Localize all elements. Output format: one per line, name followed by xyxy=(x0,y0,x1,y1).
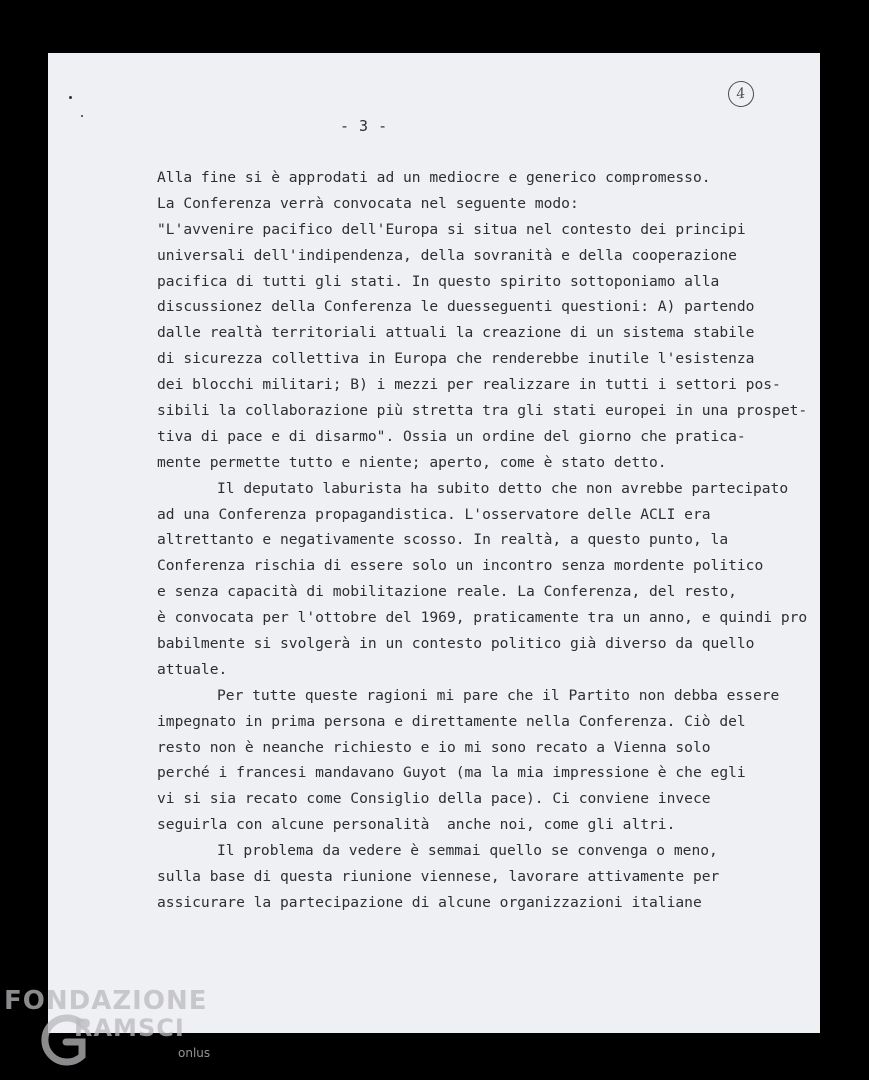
text-line: dalle realtà territoriali attuali la creazione di un sistema stabile xyxy=(157,324,755,342)
text-line: Conferenza rischia di essere solo un incontro senza mordente politico xyxy=(157,557,764,575)
text-line: universali dell'indipendenza, della sovranità e della cooperazione xyxy=(157,246,737,264)
text-line: sulla base di questa riunione viennese, lavorare attivamente per xyxy=(157,868,720,886)
folio-mark xyxy=(726,79,756,109)
text-line: è convocata per l'ottobre del 1969, praticamente tra un anno, e quindi pro xyxy=(157,609,808,627)
text-line: di sicurezza collettiva in Europa che renderebbe inutile l'esistenza xyxy=(157,350,755,368)
text-line: altrettanto e negativamente scosso. In realtà, a questo punto, la xyxy=(157,531,729,549)
text-line: attuale. xyxy=(157,660,228,678)
text-line: "L'avvenire pacifico dell'Europa si situa nel contesto dei principi xyxy=(157,220,746,238)
text-line: La Conferenza verrà convocata nel seguente modo: xyxy=(157,194,579,212)
text-line: Alla fine si è approdati ad un mediocre e generico compromesso. xyxy=(157,169,711,186)
text-line: assicurare la partecipazione di alcune organizzazioni italiane xyxy=(157,893,702,911)
text-line: Il problema da vedere è semmai quello se convenga o meno, xyxy=(217,842,718,860)
document-page xyxy=(48,53,820,1033)
text-line: dei blocchi militari; B) i mezzi per realizzare in tutti i settori pos- xyxy=(157,376,781,394)
text-line: seguirla con alcune personalità anche noi, come gli altri. xyxy=(157,816,676,834)
text-line: vi si sia recato come Consiglio della pace). Ci conviene invece xyxy=(157,790,711,808)
typed-body-text xyxy=(157,165,817,916)
text-line: resto non è neanche richiesto e io mi sono recato a Vienna solo xyxy=(157,738,711,756)
text-line: impegnato in prima persona e direttamente nella Conferenza. Ciò del xyxy=(157,712,746,730)
text-line: babilmente si svolgerà in un contesto politico già diverso da quello xyxy=(157,635,755,653)
text-line: sibili la collaborazione più stretta tra gli stati europei in una prospet- xyxy=(157,402,808,420)
text-line: Il deputato laburista ha subito detto che non avrebbe partecipato xyxy=(217,479,789,497)
paper-speck xyxy=(69,96,72,99)
paper-speck xyxy=(81,115,83,117)
watermark-suffix: onlus xyxy=(178,1046,211,1060)
text-line: perché i francesi mandavano Guyot (ma la mia impressione è che egli xyxy=(157,764,746,782)
text-line: discussionez della Conferenza le duesseguenti questioni: A) partendo xyxy=(157,298,755,316)
text-line: e senza capacità di mobilitazione reale. La Conferenza, del resto, xyxy=(157,583,737,601)
text-line: Per tutte queste ragioni mi pare che il Partito non debba essere xyxy=(217,686,780,704)
text-line: ad una Conferenza propagandistica. L'osservatore delle ACLI era xyxy=(157,505,711,523)
text-line: tiva di pace e di disarmo". Ossia un ordine del giorno che pratica- xyxy=(157,427,746,445)
page-number: - 3 - xyxy=(340,117,388,135)
watermark-line1: FONDAZIONE xyxy=(4,986,208,1016)
folio-number: 4 xyxy=(735,85,747,103)
text-line: mente permette tutto e niente; aperto, come è stato detto. xyxy=(157,453,667,471)
text-line: pacifica di tutti gli stati. In questo spirito sottoponiamo alla xyxy=(157,272,720,290)
watermark-line2: RAMSCI xyxy=(74,1014,185,1042)
